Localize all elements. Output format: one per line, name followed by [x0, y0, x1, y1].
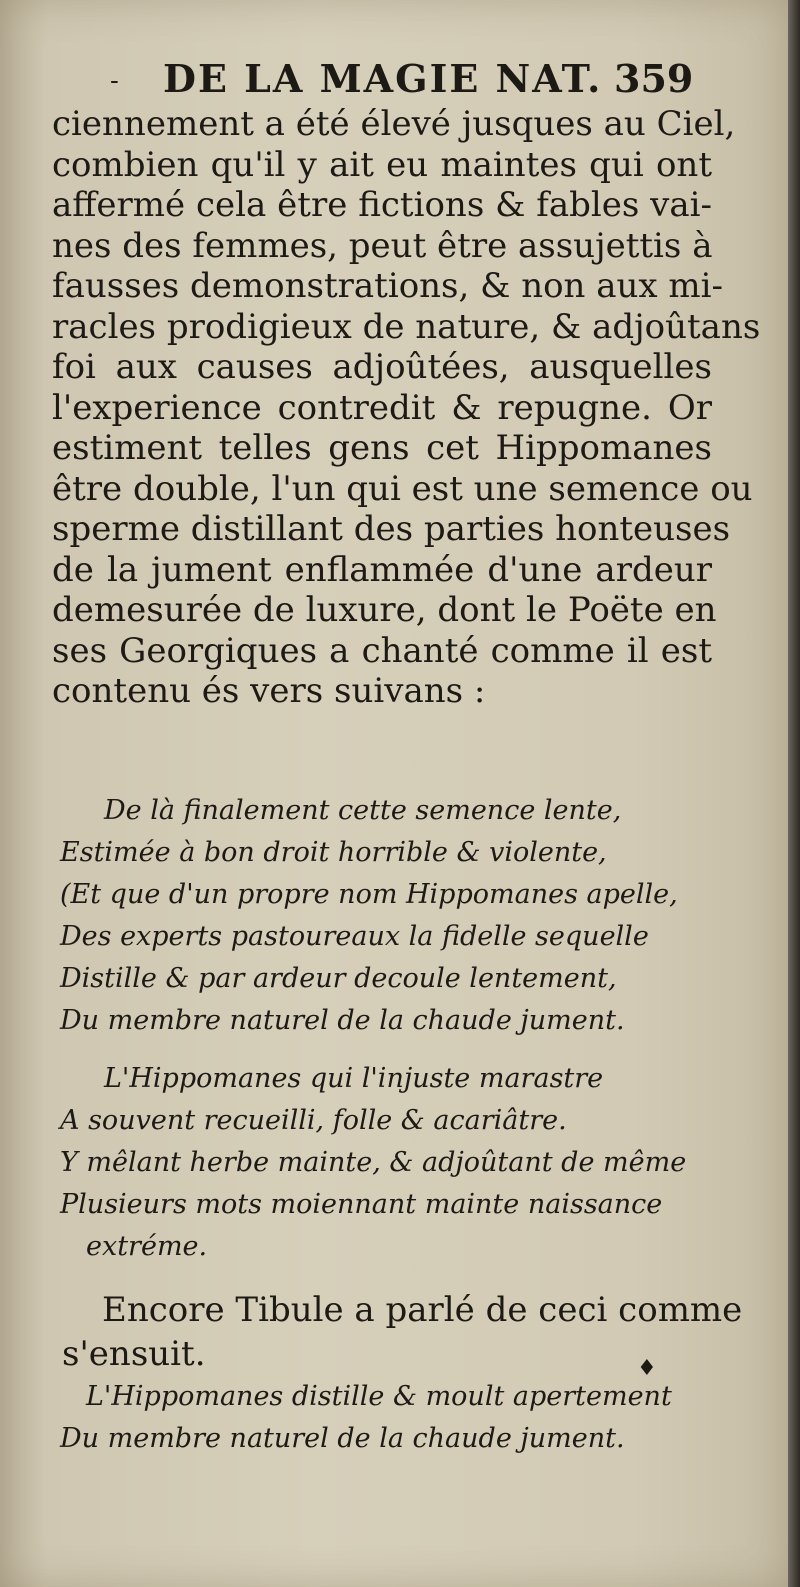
prose-line: nes des femmes, peut être assujettis à	[52, 225, 713, 266]
verse-block-tibule	[60, 1376, 732, 1460]
prose-line: estiment telles gens cet Hippomanes	[52, 428, 712, 468]
verse-line: extréme.	[86, 1231, 208, 1262]
prose-line: être double, l'un qui est une semence ou	[52, 468, 753, 509]
verse-line: (Et que d'un propre nom Hippomanes apelle,	[60, 879, 678, 910]
prose-line: s'ensuit.	[62, 1334, 206, 1374]
page-number: 359	[614, 56, 694, 101]
prose-line: combien qu'il y ait eu maintes qui ont	[52, 144, 712, 185]
verse-line: De là finalement cette semence lente,	[104, 795, 622, 826]
prose-line: Encore Tibule a parlé de ceci comme	[102, 1290, 743, 1330]
prose-line: racles prodigieux de nature, & adjoûtans	[52, 306, 761, 347]
prose-line: de la jument enflammée d'une ardeur	[52, 549, 712, 590]
prose-line: ses Georgiques a chanté comme il est	[52, 630, 712, 671]
prose-line: l'experience contredit & repugne. Or	[52, 387, 712, 428]
verse-line: Du membre naturel de la chaude jument.	[60, 1423, 625, 1454]
verse-line: Plusieurs mots moiennant mainte naissance	[60, 1189, 663, 1220]
prose-line: foi aux causes adjoûtées, ausquelles	[52, 347, 712, 387]
verse-line: L'Hippomanes distille & moult apertement	[86, 1381, 672, 1412]
running-head: DE LA MAGIE NAT.	[163, 56, 603, 101]
prose-line: fausses demonstrations, & non aux mi-	[52, 266, 724, 306]
verse-line: Distille & par ardeur decoule lentement,	[60, 963, 617, 994]
prose-line: affermé cela être fictions & fables vai-	[52, 185, 712, 225]
header-dash: -	[110, 66, 119, 96]
verse-block-virgil	[60, 790, 732, 1042]
page-header	[0, 52, 788, 106]
verse-line: Estimée à bon droit horrible & violente,	[60, 837, 607, 868]
prose-line: demesurée de luxure, dont le Poëte en	[52, 590, 717, 630]
verse-line: A souvent recueilli, folle & acariâtre.	[60, 1105, 567, 1136]
ornament-mark: ♦	[637, 1356, 657, 1381]
prose-line: contenu és vers suivans :	[52, 671, 486, 711]
prose-line: ciennement a été élevé jusques au Ciel,	[52, 104, 736, 144]
prose-block	[52, 104, 761, 712]
verse-line: Y mêlant herbe mainte, & adjoûtant de même	[60, 1147, 687, 1178]
verse-block-marastre	[60, 1058, 732, 1268]
verse-line: Des experts pastoureaux la fidelle sequelle	[60, 921, 649, 952]
page-edge-shadow	[788, 0, 800, 1587]
verse-line: L'Hippomanes qui l'injuste marastre	[104, 1063, 604, 1094]
verse-line: Du membre naturel de la chaude jument.	[60, 1005, 625, 1036]
prose-block-tibule	[62, 1288, 743, 1376]
prose-line: sperme distillant des parties honteuses	[52, 509, 731, 549]
